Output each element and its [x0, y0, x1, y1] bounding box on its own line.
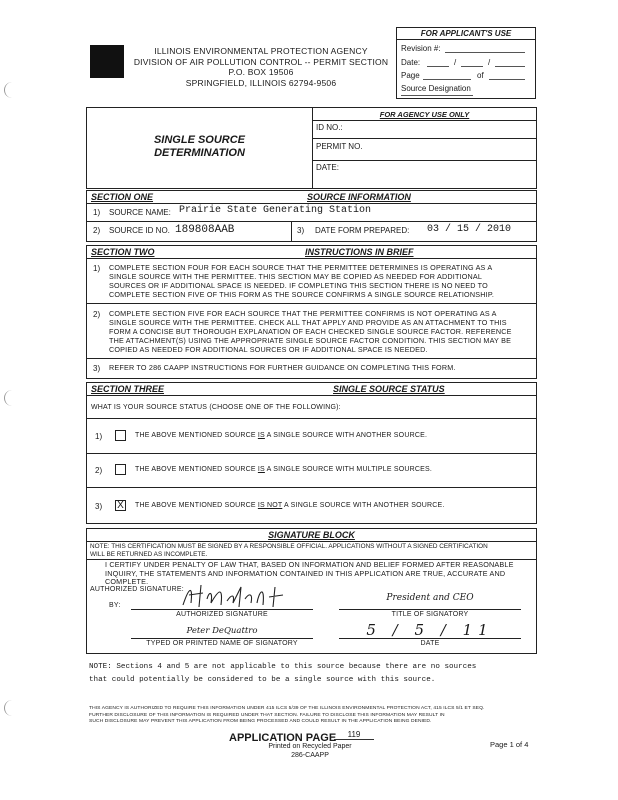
- disclaimer-line: SUCH DISCLOSURE MAY PREVENT THIS APPLICATION FROM BEING PROCESSED AND COULD RESULT IN THE APPLICATION BEING DENIED.: [89, 719, 432, 724]
- section-one-title: SOURCE INFORMATION: [307, 192, 411, 202]
- application-page-number: 119: [334, 730, 374, 740]
- agency-name: ILLINOIS ENVIRONMENTAL PROTECTION AGENCY: [154, 46, 368, 56]
- agency-header: [126, 46, 396, 88]
- section-one-label: SECTION ONE: [91, 192, 154, 202]
- cert-line: COMPLETE.: [105, 577, 149, 586]
- permit-no-label: PERMIT NO.: [316, 142, 363, 151]
- option-number: 3): [95, 502, 103, 511]
- signature-date-value[interactable]: 5 / 5 / 11: [366, 621, 494, 639]
- instruction-line: COMPLETE SECTION FIVE FOR EACH SOURCE THAT THE PERMITTEE CONFIRMS IS NOT OPERATING AS A: [109, 309, 497, 318]
- section-three-label: SECTION THREE: [91, 384, 165, 394]
- section-three-title: SINGLE SOURCE STATUS: [333, 384, 445, 394]
- status-question: WHAT IS YOUR SOURCE STATUS (CHOOSE ONE OF THE FOLLOWING):: [91, 404, 341, 411]
- date-separator: /: [488, 58, 491, 67]
- binder-hole-mark: [4, 82, 15, 98]
- of-label: of: [477, 71, 484, 80]
- instruction-number: 1): [93, 264, 101, 273]
- option-text: THE ABOVE MENTIONED SOURCE: [135, 466, 258, 473]
- instruction-2: [109, 309, 533, 354]
- applicant-use-box: [396, 27, 536, 99]
- source-name-value[interactable]: Prairie State Generating Station: [179, 205, 372, 216]
- disclaimer-line: FURTHER DISCLOSURE OF THIS INFORMATION IS REQUIRED UNDER THAT SECTION. FAILURE TO DISCLOSE THIS INFORMATION MAY RESULT IN: [89, 712, 445, 718]
- printed-on-text: Printed on Recycled Paper: [268, 743, 352, 750]
- option-number: 2): [95, 466, 103, 475]
- option-number: 1): [95, 432, 103, 441]
- section-three: [86, 382, 537, 524]
- revision-field[interactable]: [445, 52, 525, 53]
- title-area: [86, 107, 537, 189]
- section-one: [86, 190, 537, 242]
- form-title-line2: DETERMINATION: [154, 147, 245, 159]
- note-line: NOTE: Sections 4 and 5 are not applicable to this source because there are no sources: [89, 663, 477, 671]
- instruction-line: SOURCES OR IF ADDITIONAL SPACE IS NEEDED. IF COMPLETING THIS SECTION THERE IS NO NEED TO: [109, 281, 488, 290]
- note-line: WILL BE RETURNED AS INCOMPLETE.: [90, 550, 208, 558]
- status-checkbox-1[interactable]: [115, 430, 126, 441]
- agency-date-label: DATE:: [316, 163, 339, 172]
- printed-name-caption: TYPED OR PRINTED NAME OF SIGNATORY: [146, 640, 298, 647]
- date-day-field[interactable]: [461, 66, 483, 67]
- section-two-title: INSTRUCTIONS IN BRIEF: [305, 247, 414, 257]
- date-separator: /: [454, 58, 457, 67]
- certification-note: [90, 543, 488, 558]
- section-two: [86, 245, 537, 379]
- form-code: 286-CAAPP: [291, 752, 329, 759]
- status-option-1: [135, 432, 427, 439]
- page-of-field[interactable]: [489, 79, 525, 80]
- form-title: [87, 134, 312, 160]
- instruction-3: [109, 363, 533, 372]
- status-option-3: [135, 502, 445, 509]
- source-designation-label: Source Designation: [401, 84, 471, 93]
- instruction-line: COMPLETE SECTION FOUR FOR EACH SOURCE THAT THE PERMITTEE DETERMINES IS OPERATING AS A: [109, 263, 493, 272]
- printed-name-value[interactable]: Peter DeQuattro: [186, 626, 258, 636]
- option-text: THE ABOVE MENTIONED SOURCE: [135, 432, 258, 439]
- source-id-value[interactable]: 189808AAB: [175, 224, 235, 236]
- revision-label: Revision #:: [401, 44, 441, 53]
- date-prepared-label: DATE FORM PREPARED:: [315, 226, 410, 235]
- by-label: BY:: [109, 602, 121, 609]
- instruction-1: [109, 263, 533, 299]
- po-box: P.O. BOX 19506: [228, 67, 294, 77]
- signature-image[interactable]: [179, 581, 289, 611]
- note-line: that could potentially be considered to be a single source with this source.: [89, 676, 436, 684]
- disclaimer-line: THIS AGENCY IS AUTHORIZED TO REQUIRE THIS INFORMATION UNDER 415 ILCS 5/39 OF THE ILLINOIS ENVIRONMENTAL PROTECTION ACT, 415 ILCS 5/1 ET SEQ.: [89, 706, 485, 711]
- row-number: 2): [93, 226, 101, 235]
- applicant-use-title: FOR APPLICANT'S USE: [420, 29, 512, 38]
- binder-hole-mark: [4, 390, 15, 406]
- division-name: DIVISION OF AIR POLLUTION CONTROL -- PERMIT SECTION: [133, 56, 389, 67]
- cert-line: I CERTIFY UNDER PENALTY OF LAW THAT, BASED ON INFORMATION AND BELIEF FORMED AFTER REASONABLE: [105, 560, 514, 569]
- option-text: A SINGLE SOURCE WITH MULTIPLE SOURCES.: [264, 466, 433, 473]
- page-of-indicator: Page 1 of 4: [490, 740, 529, 749]
- cert-line: INQUIRY, THE STATEMENTS AND INFORMATION CONTAINED IN THIS APPLICATION ARE TRUE, ACCURATE AND: [105, 568, 506, 578]
- option-emphasis: IS NOT: [257, 502, 283, 509]
- application-page-label: APPLICATION PAGE: [229, 732, 337, 744]
- agency-logo: [90, 45, 124, 78]
- instruction-number: 3): [93, 364, 101, 373]
- signatory-title-caption: TITLE OF SIGNATORY: [391, 611, 469, 618]
- source-name-label: SOURCE NAME:: [109, 208, 171, 217]
- status-option-2: [135, 466, 432, 473]
- source-designation-field[interactable]: [401, 95, 473, 96]
- typed-note: [89, 661, 476, 687]
- source-id-label: SOURCE ID NO.: [109, 226, 170, 235]
- instruction-line: FORM A CONCISE BUT THOROUGH EXPLANATION OF EACH CHECKED SINGLE SOURCE FACTOR. REFERENCE: [109, 327, 512, 336]
- status-checkbox-3[interactable]: X: [115, 500, 126, 511]
- option-text: A SINGLE SOURCE WITH ANOTHER SOURCE.: [282, 502, 445, 509]
- status-checkbox-2[interactable]: [115, 464, 126, 475]
- certification-statement: [105, 561, 514, 587]
- agency-use-title: FOR AGENCY USE ONLY: [379, 110, 470, 119]
- binder-hole-mark: [4, 700, 15, 716]
- signature-date-caption: DATE: [420, 640, 440, 647]
- id-no-label: ID NO.:: [316, 123, 343, 132]
- authorized-signature-label: AUTHORIZED SIGNATURE:: [90, 586, 184, 593]
- row-number: 3): [297, 226, 305, 235]
- option-emphasis: IS: [257, 432, 265, 439]
- footer-center: [210, 742, 410, 760]
- option-text: THE ABOVE MENTIONED SOURCE: [135, 502, 258, 509]
- instruction-line: THE ATTACHMENT(S) USING THE APPROPRIATE SINGLE SOURCE FACTOR CONDITION. THIS SECTION MAY BE: [109, 336, 512, 345]
- option-text: A SINGLE SOURCE WITH ANOTHER SOURCE.: [264, 432, 428, 439]
- date-prepared-value[interactable]: 03 / 15 / 2010: [427, 224, 512, 235]
- date-month-field[interactable]: [427, 66, 449, 67]
- option-emphasis: IS: [257, 466, 265, 473]
- instruction-line: SINGLE SOURCE WITH THE PERMITTEE. THIS SECTION MAY BE COPIED AS NEEDED FOR ADDITIONAL: [109, 272, 483, 281]
- city-address: SPRINGFIELD, ILLINOIS 62794-9506: [185, 77, 337, 88]
- instruction-number: 2): [93, 310, 101, 319]
- page-field[interactable]: [423, 79, 471, 80]
- date-year-field[interactable]: [495, 66, 525, 67]
- instruction-line: REFER TO 286 CAAPP INSTRUCTIONS FOR FURTHER GUIDANCE ON COMPLETING THIS FORM.: [109, 363, 456, 372]
- note-line: NOTE: THIS CERTIFICATION MUST BE SIGNED BY A RESPONSIBLE OFFICIAL. APPLICATIONS WITHOUT A SIGNED CERTIFICATION: [90, 543, 488, 550]
- instruction-line: SINGLE SOURCE WITH THE PERMITTEE. CHECK ALL THAT APPLY AND PROVIDE AS AN ATTACHMENT TO THIS: [109, 318, 507, 327]
- section-two-label: SECTION TWO: [91, 247, 155, 257]
- form-title-line1: SINGLE SOURCE: [153, 134, 246, 146]
- instruction-line: COPIED AS NEEDED FOR ADDITIONAL SOURCES OR IF ADDITIONAL SPACE IS NEEDED.: [109, 345, 428, 354]
- signature-block: [86, 528, 537, 654]
- row-number: 1): [93, 208, 101, 217]
- date-label: Date:: [401, 58, 421, 67]
- signature-block-title: SIGNATURE BLOCK: [268, 530, 355, 540]
- instruction-line: COMPLETE SECTION FIVE OF THIS FORM AS THE SOURCE CONFIRMS A SINGLE SOURCE RELATIONSHIP.: [109, 290, 495, 299]
- signatory-title-value[interactable]: President and CEO: [386, 593, 474, 603]
- footer-disclaimer: [89, 706, 539, 726]
- page-label: Page: [401, 71, 420, 80]
- authorized-signature-caption: AUTHORIZED SIGNATURE: [176, 611, 268, 618]
